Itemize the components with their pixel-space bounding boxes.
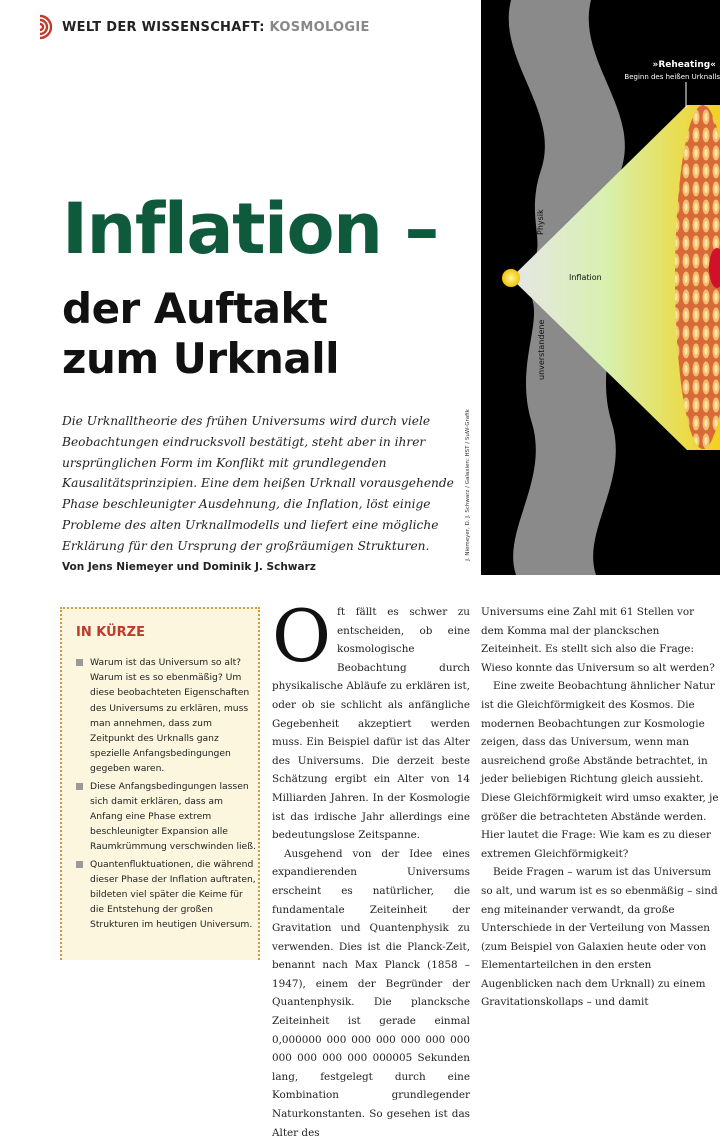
section-topic: KOSMOLOGIE [269, 19, 370, 35]
inflation-graphic [481, 0, 720, 575]
figure-credit [462, 400, 474, 570]
physik-label: Physik [536, 209, 545, 235]
big-bang-dot [502, 269, 520, 287]
body-paragraph: Beide Fragen – warum ist das Universum so alt, und warum ist es so ebenmäßig – sind eng miteinander verwandt, da große Unterschiede in der Verteilung von Massen (zum Beispiel von Galaxien heute oder von Elementarteilchen in den ersten Augenblicken nach dem Urknall) zu einem Gravitationskollaps – und damit [481, 866, 718, 1009]
inflation-diagram [481, 0, 720, 575]
list-item: Quantenfluktuationen, die während dieser Phase der Inflation auftraten, bildeten viel später die Keime für die Entstehung der großen Strukturen im heutigen Universum. [76, 857, 258, 933]
summary-box-title: IN KÜRZE [76, 625, 145, 640]
list-item: Diese Anfangsbedingungen lassen sich damit erklären, dass am Anfang eine Phase extrem beschleunigter Expansion alle Raumkrümmung verschwinden ließ. [76, 779, 258, 855]
article-lead: Die Urknalltheorie des frühen Universums wird durch viele Beobachtungen eindrucksvoll bestätigt, steht aber in ihrer ursprünglichen Form im Konflikt mit grundlegenden Kausalitätsprinzipien. Eine dem heißen Urknall vorausgehende Phase beschleunigter Ausdehnung, die Inflation, löst einige Probleme des alten Urknallmodells und liefert eine mögliche Erklärung für den Ursprung der großräumigen Strukturen. [62, 414, 454, 553]
paragraph-text: ft fällt es schwer zu entscheiden, ob eine kosmologische Beobachtung durch physikalische Abläufe zu erklären ist, oder ob sie schlicht als anfängliche Gegebenheit akzeptiert werden muss. Ein Beispiel dafür ist das Alter des Universums. Die derzeit beste Schätzung ergibt ein Alter von 14 Milliarden Jahren. In der Kosmologie ist das irdische Jahr allerdings eine bedeutungslose Zeitspanne. [272, 606, 470, 842]
unverstandene-label: unverstandene [537, 319, 546, 380]
subtitle-line: zum Urknall [62, 334, 340, 383]
drop-cap: O [272, 594, 332, 678]
magazine-logo-icon [38, 14, 56, 40]
summary-list [76, 655, 258, 935]
reheating-label: »Reheating« [652, 60, 716, 70]
summary-box [60, 607, 260, 960]
body-paragraph: Eine zweite Beobachtung ähnlicher Natur ist die Gleichförmigkeit des Kosmos. Die modernen Beobachtungen zur Kosmologie zeigen, dass das Universum, wenn man ausreichend große Abstände betrachtet, in jeder beliebigen Richtung gleich aussieht. Diese Gleichförmigkeit wird umso exakter, je größer die betrachteten Abstände werden. Hier lautet die Frage: Wie kam es zu dieser extremen Gleichförmigkeit? [481, 680, 719, 860]
body-paragraph: Ausgehend von der Idee eines expandierenden Universums erscheint es natürlicher, die fundamentale Zeiteinheit der Gravitation und Quantenphysik zu verwenden. Dies ist die Planck-Zeit, benannt nach Max Planck (1858 – 1947), einem der Begründer der Quantenphysik. Die plancksche Zeiteinheit ist gerade einmal 0,000000 000 000 000 000 000 000 000 000 000 000 000005 Sekunden lang, festgelegt durch eine Kombination grundlegender Naturkonstanten. So gesehen ist das Alter des [272, 847, 470, 1139]
byline: Von Jens Niemeyer und Dominik J. Schwarz [62, 561, 316, 573]
list-item: Warum ist das Universum so alt? Warum ist es so ebenmäßig? Um diese beobachteten Eigenschaften des Universums zu erklären, muss man annehmen, dass zum Zeitpunkt des Urknalls ganz spezielle Anfangsbedingungen gegeben waren. [76, 655, 258, 777]
body-column-1 [272, 594, 470, 1142]
body-paragraph: Universums eine Zahl mit 61 Stellen vor dem Komma mal der planckschen Zeiteinheit. Es stellt sich also die Frage: Wieso konnte das Universum so alt werden? [481, 606, 715, 674]
section-name: WELT DER WISSENSCHAFT: [62, 19, 265, 35]
article-subtitle [62, 284, 339, 384]
inflation-label: Inflation [569, 273, 602, 282]
section-kicker [38, 14, 370, 40]
subtitle-line: der Auftakt [62, 284, 328, 333]
figure-credit-text: J. Niemeyer, D. J. Schwarz / Galaxien: HST / SuW-Grafik [465, 409, 471, 561]
body-column-2 [481, 603, 720, 1012]
reheating-sub-label: Beginn des heißen Urknalls [624, 73, 720, 81]
body-paragraph [272, 594, 470, 845]
article-title: Inflation – [62, 188, 438, 270]
